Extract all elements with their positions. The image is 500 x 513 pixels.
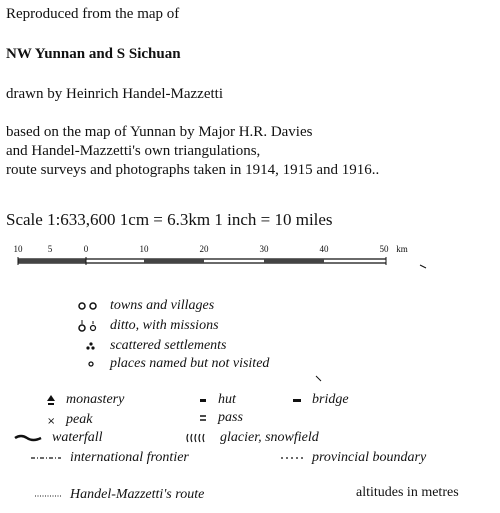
map-title: NW Yunnan and S Sichuan <box>6 46 181 62</box>
scale-tick-labels <box>6 244 406 256</box>
bridge-icon <box>290 395 304 405</box>
scale-tick-label: 40 <box>319 244 329 254</box>
scale-bar <box>6 244 406 268</box>
legend-label: waterfall <box>52 430 103 445</box>
provincial-boundary-line-icon <box>280 455 304 461</box>
scale-unit: km <box>396 244 408 254</box>
based-line-2: and Handel-Mazzetti's own triangulations, <box>6 143 261 159</box>
scale-tick-label: 0 <box>83 244 89 254</box>
international-frontier-line-icon <box>30 455 62 461</box>
legend-label: glacier, snowfield <box>220 430 319 445</box>
legend-label: international frontier <box>70 450 189 465</box>
legend-label: pass <box>218 410 243 425</box>
legend-scattered <box>74 338 227 354</box>
legend-towns <box>74 298 214 314</box>
mission-icon <box>74 319 102 333</box>
drawn-by-line: drawn by Heinrich Handel-Mazzetti <box>6 86 223 102</box>
scale-text: Scale 1:633,600 1cm = 6.3km 1 inch = 10 miles <box>6 210 333 229</box>
not-visited-place-icon <box>74 359 102 369</box>
town-village-icon <box>74 301 102 311</box>
scale-bar-graphic <box>6 256 406 266</box>
legend-bridge <box>290 392 349 408</box>
scattered-settlement-icon <box>74 341 102 351</box>
route-line-icon <box>34 492 62 498</box>
monastery-icon <box>44 393 58 407</box>
legend-label: provincial boundary <box>312 450 427 465</box>
legend-label: Handel-Mazzetti's route <box>70 487 205 502</box>
pass-icon <box>196 413 210 423</box>
legend-pass <box>196 410 243 426</box>
legend-route <box>34 487 204 503</box>
legend-peak <box>44 412 92 428</box>
reproduced-line: Reproduced from the map of <box>6 6 180 22</box>
legend-label: places named but not visited <box>110 356 270 371</box>
legend-intl-frontier <box>30 450 189 466</box>
based-line-3: route surveys and photographs taken in 1914, 1915 and 1916.. <box>6 162 380 178</box>
legend-label: bridge <box>312 392 349 407</box>
legend-label: peak <box>66 412 93 427</box>
legend-label: monastery <box>66 392 125 407</box>
scale-tick-label: 30 <box>259 244 269 254</box>
legend-monastery <box>44 392 124 408</box>
legend-not-visited <box>74 356 269 372</box>
based-line-1: based on the map of Yunnan by Major H.R. Davies <box>6 124 313 140</box>
stray-mark <box>314 374 326 384</box>
legend-prov-boundary <box>280 450 426 466</box>
legend-hut <box>196 392 236 408</box>
scale-tick-label: 50 <box>379 244 389 254</box>
scale-tick-label: 5 <box>47 244 53 254</box>
peak-icon <box>44 414 58 426</box>
waterfall-icon <box>12 433 44 443</box>
legend-label: ditto, with missions <box>110 318 219 333</box>
scale-tick-label: 10 <box>13 244 23 254</box>
stray-mark <box>418 262 430 272</box>
svg-text:×: × <box>47 416 56 426</box>
legend-glacier <box>184 430 319 446</box>
scale-tick-label: 20 <box>199 244 209 254</box>
legend-label: scattered settlements <box>110 338 227 353</box>
scale-tick-label: 10 <box>139 244 149 254</box>
legend-missions <box>74 318 219 334</box>
glacier-icon <box>184 432 212 444</box>
legend-waterfall <box>12 430 103 446</box>
altitudes-note: altitudes in metres <box>356 485 459 500</box>
legend-label: towns and villages <box>110 298 215 313</box>
legend-label: hut <box>218 392 236 407</box>
hut-icon <box>196 395 210 405</box>
